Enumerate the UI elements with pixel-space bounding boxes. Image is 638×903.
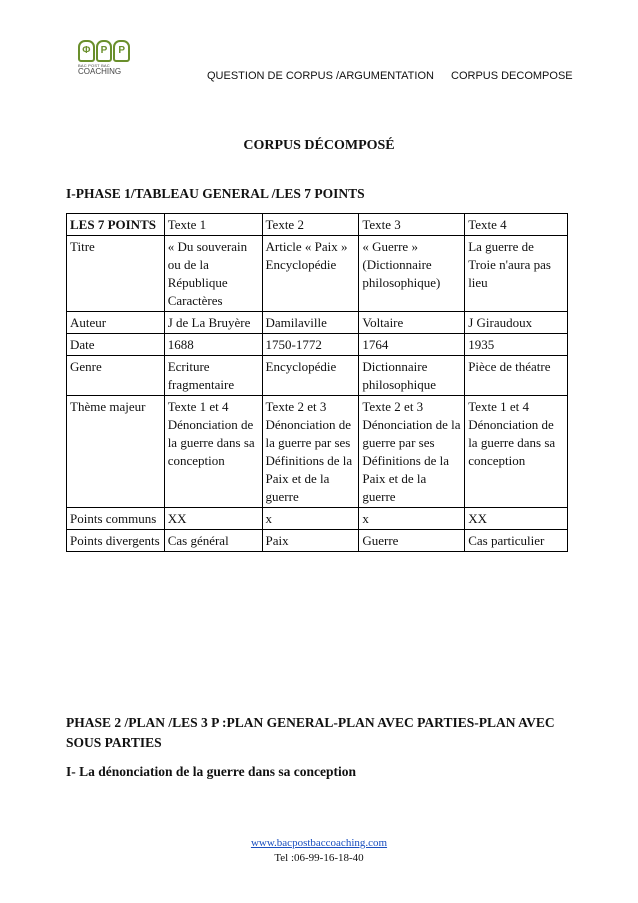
table-cell: Texte 2 et 3 Dénonciation de la guerre par ses Définitions de la Paix et de la guerre [359,396,465,508]
table-cell: « Guerre » (Dictionnaire philosophique) [359,236,465,312]
logo [78,40,130,80]
table-cell: x [262,508,359,530]
table-row [67,356,568,396]
table-header-cell: Texte 4 [465,214,568,236]
table-cell: Texte 2 et 3 Dénonciation de la guerre par ses Définitions de la Paix et de la guerre [262,396,359,508]
logo-subtitle: BAC POST BAC [78,63,110,68]
table-cell: Encyclopédie [262,356,359,396]
table-cell: La guerre de Troie n'aura pas lieu [465,236,568,312]
table-cell: Ecriture fragmentaire [164,356,262,396]
table-cell: « Du souverain ou de la République Caractères [164,236,262,312]
table-cell: Pièce de théatre [465,356,568,396]
table-cell: Texte 1 et 4 Dénonciation de la guerre dans sa conception [164,396,262,508]
table-row [67,334,568,356]
table-cell: 1688 [164,334,262,356]
table-cell: Voltaire [359,312,465,334]
footer-url-link[interactable]: www.bacpostbaccoaching.com [250,837,388,849]
table-cell: J Giraudoux [465,312,568,334]
table-cell: 1935 [465,334,568,356]
table-cell: x [359,508,465,530]
table-row-label: Date [67,334,165,356]
table-cell: 1750-1772 [262,334,359,356]
table-row-label: Points communs [67,508,165,530]
table-header-cell: LES 7 POINTS [67,214,165,236]
table-row-label: Genre [67,356,165,396]
subsection-heading: I- La dénonciation de la guerre dans sa conception [66,764,357,779]
table-cell: Guerre [359,530,465,552]
table-row-label: Thème majeur [67,396,165,508]
table-cell: Texte 1 et 4 Dénonciation de la guerre dans sa conception [465,396,568,508]
table-row [67,312,568,334]
table-row [67,236,568,312]
table-cell: Dictionnaire philosophique [359,356,465,396]
header-left: QUESTION DE CORPUS /ARGUMENTATION [207,70,434,82]
table-header-cell: Texte 3 [359,214,465,236]
table-header-cell: Texte 2 [262,214,359,236]
table-cell: XX [164,508,262,530]
logo-name: COACHING [78,67,122,76]
phase2-heading: PHASE 2 /PLAN /LES 3 P :PLAN GENERAL-PLAN AVEC PARTIES-PLAN AVEC SOUS PARTIES [66,715,555,750]
header-right: CORPUS DECOMPOSE [451,70,573,82]
logo-mark [78,40,130,62]
logo-letter: P [96,40,113,62]
footer-phone: Tel :06-99-16-18-40 [274,852,364,864]
table-cell: 1764 [359,334,465,356]
points-table [66,213,568,552]
table-row [67,530,568,552]
footer [0,836,638,866]
table-row-label: Points divergents [67,530,165,552]
document-title: CORPUS DÉCOMPOSÉ [243,138,395,153]
table-cell: J de La Bruyère [164,312,262,334]
table-row [67,396,568,508]
table-row-label: Titre [67,236,165,312]
logo-letter: P [113,40,130,62]
table-cell: Damilaville [262,312,359,334]
table-cell: Paix [262,530,359,552]
table-cell: Article « Paix » Encyclopédie [262,236,359,312]
section-heading: I-PHASE 1/TABLEAU GENERAL /LES 7 POINTS [66,186,365,201]
table-cell: Cas général [164,530,262,552]
table-header-row [67,214,568,236]
logo-letter: Φ [78,40,95,62]
table-cell: XX [465,508,568,530]
table-row [67,508,568,530]
table-header-cell: Texte 1 [164,214,262,236]
table-cell: Cas particulier [465,530,568,552]
table-row-label: Auteur [67,312,165,334]
